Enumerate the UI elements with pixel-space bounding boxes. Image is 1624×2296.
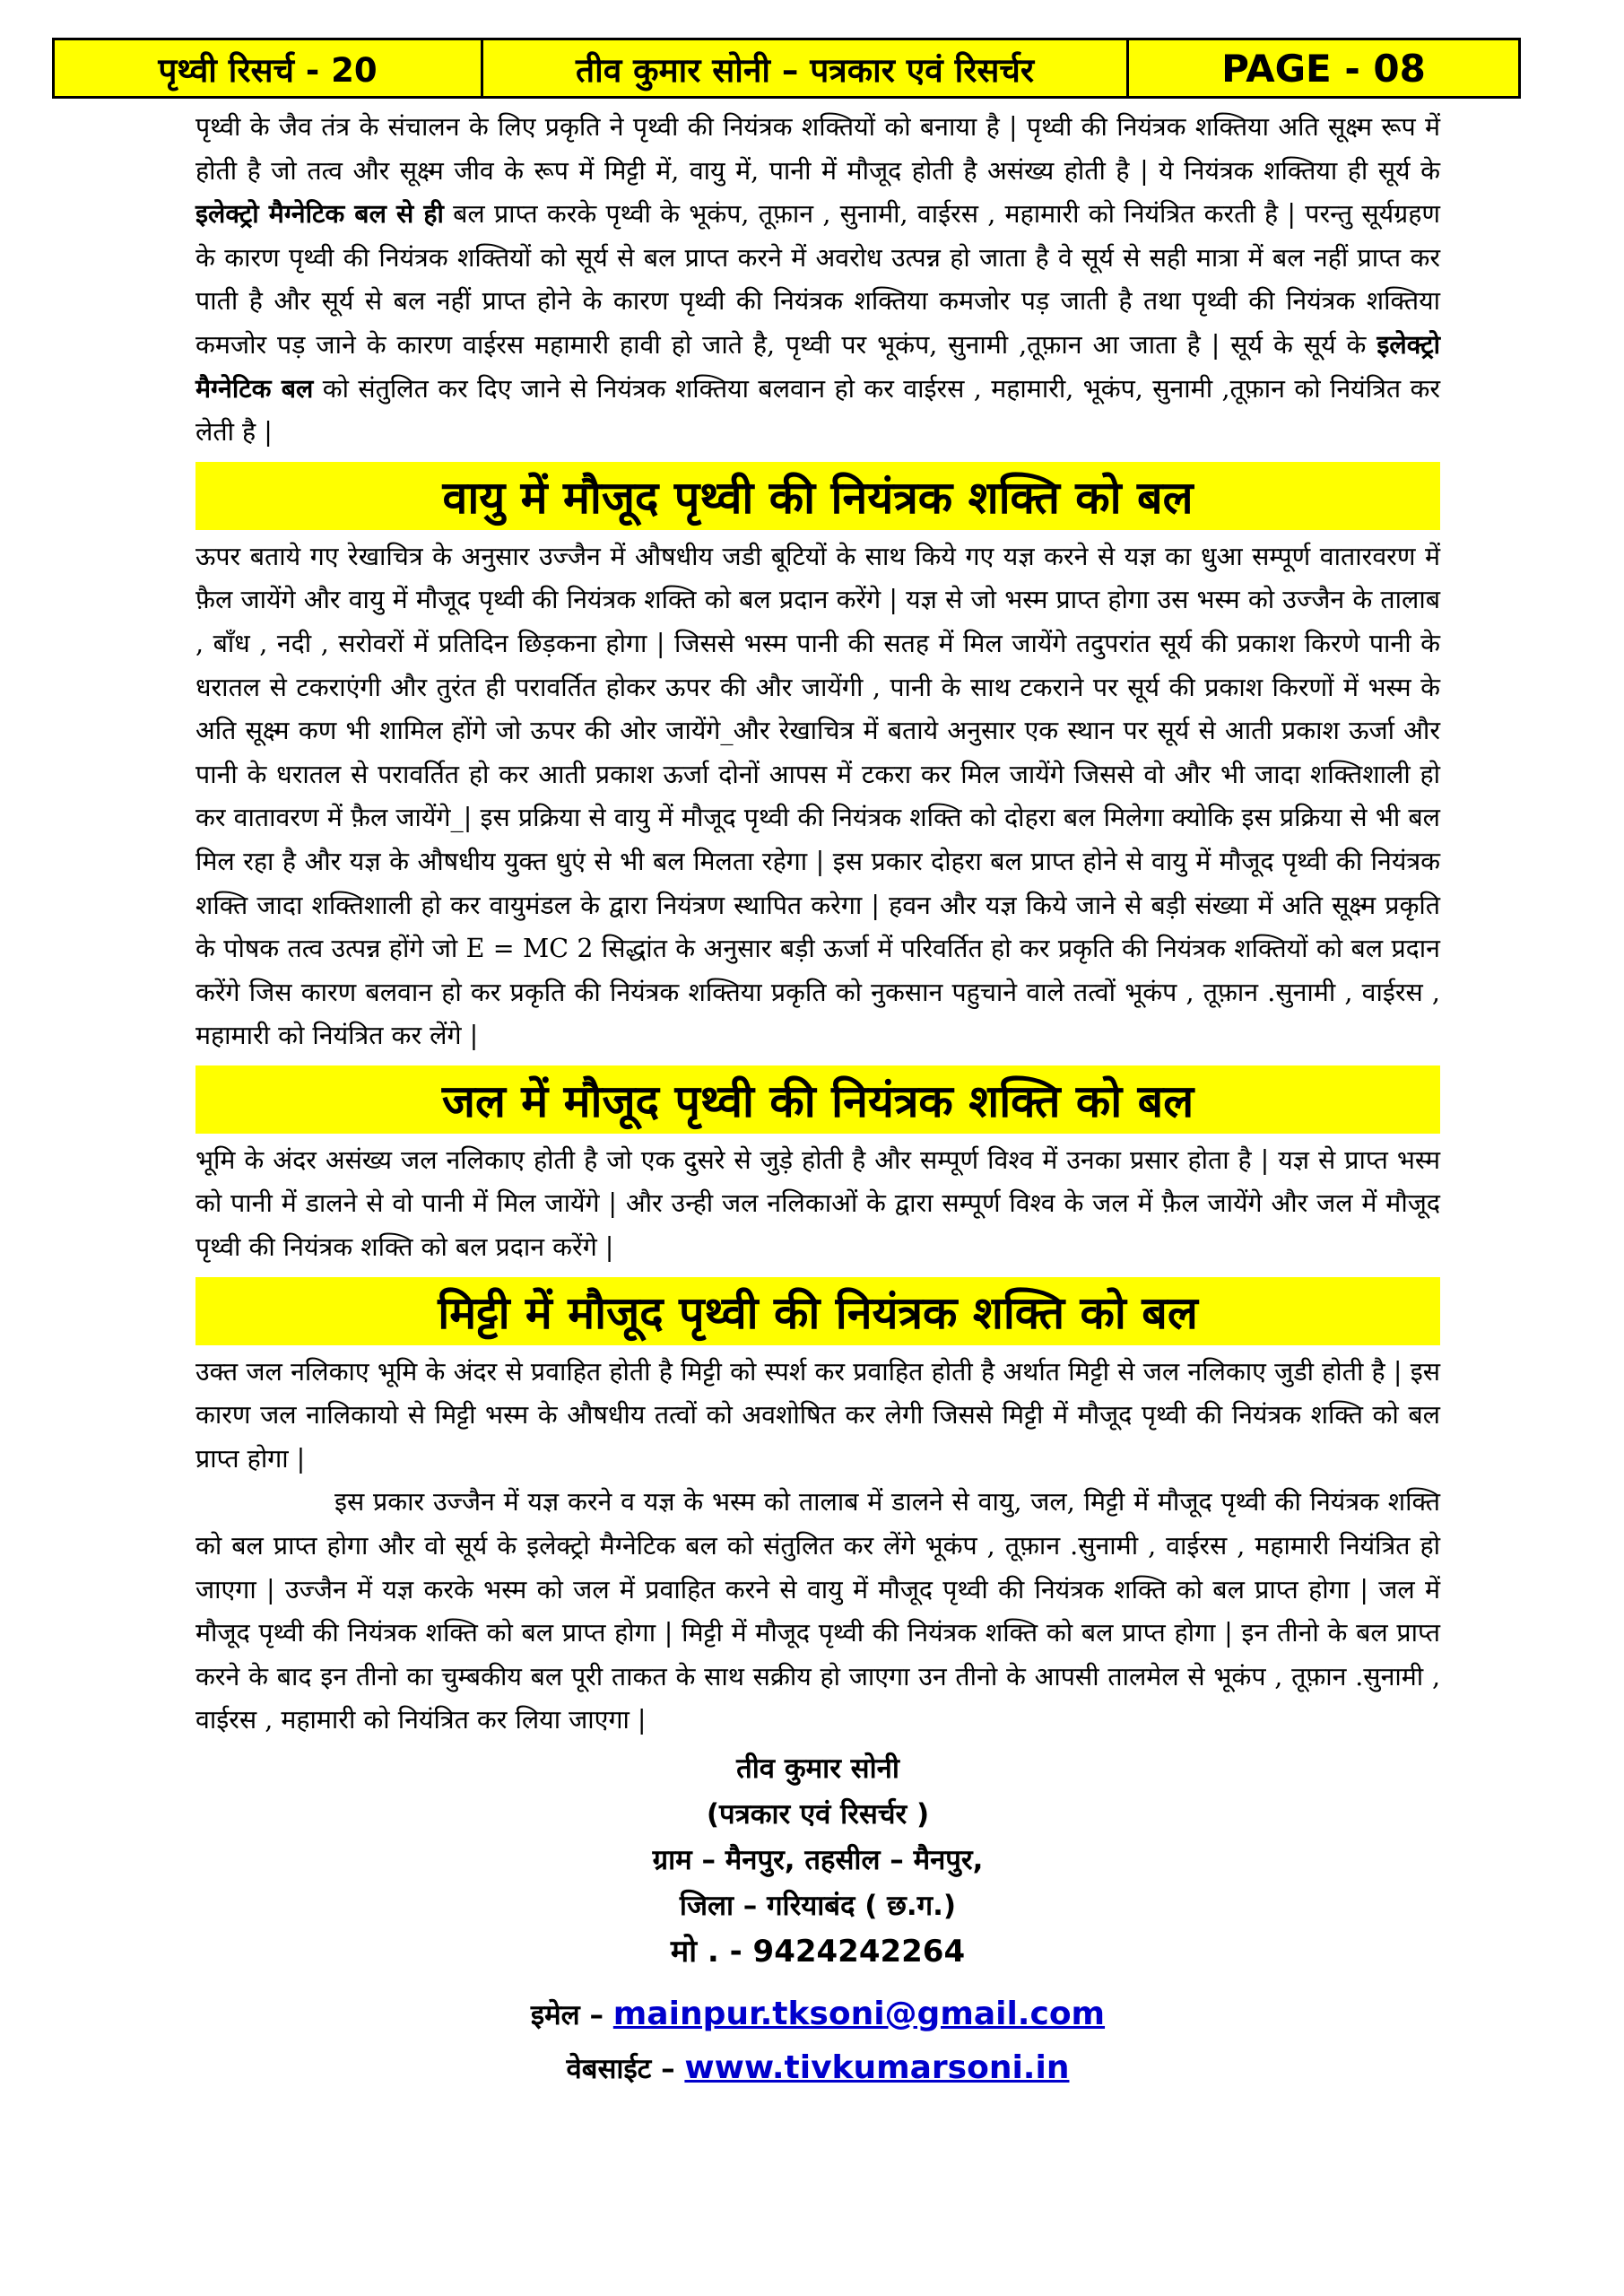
intro-paragraph bbox=[195, 106, 1440, 455]
section-body-water: भूमि के अंदर असंख्य जल नलिकाए होती है जो एक दुसरे से जुड़े होती है और सम्पूर्ण विश्व में उनका प्रसार होता है | यज्ञ से प्राप्त भस्म को पानी में डालने से वो पानी में मिल जायेंगे | और उन्ही जल नलिकाओं के द्वारा सम्पूर्ण विश्व के जल में फ़ैल जायेंगे और जल में मौजूद पृथ्वी की नियंत्रक शक्ति को बल प्रदान करेंगे | bbox=[195, 1144, 1440, 1263]
address-line-1: ग्राम – मैनपुर, तहसील – मैनपुर, bbox=[652, 1844, 984, 1876]
section-body-air: ऊपर बताये गए रेखाचित्र के अनुसार उज्जैन में औषधीय जडी बूटियों के साथ किये गए यज्ञ करने से यज्ञ का धुआ सम्पूर्ण वातारवरण में फ़ैल जायेंगे और वायु में मौजूद पृथ्वी की नियंत्रक शक्ति को बल प्रदान करेंगे | यज्ञ से जो भस्म प्राप्त होगा उस भस्म को उज्जैन के तालाब , बाँध , नदी , सरोवरों में प्रतिदिन छिड़कना होगा | जिससे भस्म पानी की सतह में मिल जायेंगे तदुपरांत सूर्य की प्रकाश किरणे पानी के धरातल से टकराएंगी और तुरंत ही परावर्तित होकर ऊपर की और जायेंगी , पानी के साथ टकराने पर सूर्य की प्रकाश किरणों में भस्म के अति सूक्ष्म कण भी शामिल होंगे जो ऊपर की ओर जायेंगे_और रेखाचित्र में बताये अनुसार एक स्थान पर सूर्य से आती प्रकाश ऊर्जा और पानी के धरातल से परावर्तित हो कर आती प्रकाश ऊर्जा दोनों आपस में टकरा कर मिल जायेंगे जिससे वो और भी जादा शक्तिशाली हो कर वातावरण में फ़ैल जायेंगे_| इस प्रक्रिया से वायु में मौजूद पृथ्वी की नियंत्रक शक्ति को दोहरा बल मिलेगा क्योकि इस प्रक्रिया से भी बल मिल रहा है और यज्ञ के औषधीय युक्त धुएं से भी बल मिलता रहेगा | इस प्रकार दोहरा बल प्राप्त होने से वायु में मौजूद पृथ्वी की नियंत्रक शक्ति जादा शक्तिशाली हो कर वायुमंडल के द्वारा नियंत्रण स्थापित करेगा | हवन और यज्ञ किये जाने से बड़ी संख्या में अति सूक्ष्म प्रकृति के पोषक तत्व उत्पन्न होंगे जो E = MC 2 सिद्धांत के अनुसार बड़ी ऊर्जा में परिवर्तित हो कर प्रकृति की नियंत्रक शक्तियों को बल प्रदान करेंगे जिस कारण बलवान हो कर प्रकृति की नियंत्रक शक्तिया प्रकृति को नुकसान पहुचाने वाले तत्वों भूकंप , तूफ़ान .सुनामी , वाईरस , महामारी को नियंत्रित कर लेंगे | bbox=[195, 541, 1440, 1051]
page-header bbox=[52, 38, 1521, 99]
author-name: तीव कुमार सोनी bbox=[736, 1752, 899, 1785]
section-heading-soil: मिट्टी में मौजूद पृथ्वी की नियंत्रक शक्ति को बल bbox=[195, 1277, 1440, 1345]
website-row bbox=[195, 2041, 1440, 2095]
email-link[interactable]: mainpur.tksoni@gmail.com bbox=[612, 1996, 1106, 2032]
contact-block bbox=[195, 1987, 1440, 2095]
author-title: तीव कुमार सोनी – पत्रकार एवं रिसर्चर bbox=[483, 40, 1129, 96]
intro-text-1: पृथ्वी के जैव तंत्र के संचालन के लिए प्रकृति ने पृथ्वी की नियंत्रक शक्तियों को बनाया है | पृथ्वी की नियंत्रक शक्तिया अति सूक्ष्म रूप में होती है जो तत्व और सूक्ष्म जीव के रूप में मिट्टी में, वायु में, पानी में मौजूद होती है असंख्य होती है | ये नियंत्रक शक्तिया ही सूर्य के bbox=[195, 112, 1440, 186]
intro-text-2: बल प्राप्त करके पृथ्वी के भूकंप, तूफ़ान , सुनामी, वाईरस , महामारी को नियंत्रित करती है | परन्तु सूर्यग्रहण के कारण पृथ्वी की नियंत्रक शक्तियों को सूर्य से बल प्राप्त करने में अवरोध उत्पन्न हो जाता है वे सूर्य से सही मात्रा में बल नहीं प्राप्त कर पाती है और सूर्य से बल नहीं प्राप्त होने के कारण पृथ्वी की नियंत्रक शक्तिया कमजोर पड़ जाती है तथा पृथ्वी की नियंत्रक शक्तिया कमजोर पड़ जाने के कारण वाईरस महामारी हावी हो जाते है, पृथ्वी पर भूकंप, सुनामी ,तूफ़ान आ जाता है | सूर्य के सूर्य के bbox=[195, 199, 1440, 360]
website-label: वेबसाईट – bbox=[566, 2053, 685, 2085]
author-role: (पत्रकार एवं रिसर्चर ) bbox=[706, 1798, 930, 1831]
series-title: पृथ्वी रिसर्च - 20 bbox=[55, 40, 483, 96]
section-heading-water: जल में मौजूद पृथ्वी की नियंत्रक शक्ति को बल bbox=[195, 1065, 1440, 1134]
page-content bbox=[195, 106, 1440, 2095]
intro-bold-2: इलेक्ट्रो मैग्नेटिक बल bbox=[195, 329, 1440, 404]
section-body-soil: उक्त जल नलिकाए भूमि के अंदर से प्रवाहित होती है मिट्टी को स्पर्श कर प्रवाहित होती है अर्थात मिट्टी से जल नलिकाए जुडी होती है | इस कारण जल नालिकायो से मिट्टी भस्म के औषधीय तत्वों को अवशोषित कर लेगी जिससे मिट्टी में मौजूद पृथ्वी की नियंत्रक शक्ति को बल प्राप्त होगा | bbox=[195, 1356, 1440, 1474]
signature-block bbox=[195, 1746, 1440, 1975]
conclusion-paragraph: इस प्रकार उज्जैन में यज्ञ करने व यज्ञ के भस्म को तालाब में डालने से वायु, जल, मिट्टी में मौजूद पृथ्वी की नियंत्रक शक्ति को बल प्राप्त होगा और वो सूर्य के इलेक्ट्रो मैग्नेटिक बल को संतुलित कर लेंगे भूकंप , तूफ़ान .सुनामी , वाईरस , महामारी नियंत्रित हो जाएगा | उज्जैन में यज्ञ करके भस्म को जल में प्रवाहित करने से वायु में मौजूद पृथ्वी की नियंत्रक शक्ति को बल प्राप्त होगा | जल में मौजूद पृथ्वी की नियंत्रक शक्ति को बल प्राप्त होगा | मिट्टी में मौजूद पृथ्वी की नियंत्रक शक्ति को बल प्राप्त होगा | इन तीनो के बल प्राप्त करने के बाद इन तीनो का चुम्बकीय बल पूरी ताकत के साथ सक्रीय हो जाएगा उन तीनो के आपसी तालमेल से भूकंप , तूफ़ान .सुनामी , वाईरस , महामारी को नियंत्रित कर लिया जाएगा | bbox=[195, 1487, 1440, 1735]
address-line-2: जिला – गरियाबंद ( छ.ग.) bbox=[679, 1890, 957, 1922]
intro-text-3: को संतुलित कर दिए जाने से नियंत्रक शक्तिया बलवान हो कर वाईरस , महामारी, भूकंप, सुनामी ,तूफ़ान को नियंत्रित कर लेती है | bbox=[195, 373, 1440, 448]
section-heading-air: वायु में मौजूद पृथ्वी की नियंत्रक शक्ति को बल bbox=[195, 462, 1440, 530]
page-number: PAGE - 08 bbox=[1221, 46, 1426, 91]
email-label: इमेल – bbox=[530, 1999, 613, 2031]
phone-number: मो . - 9424242264 bbox=[670, 1934, 966, 1970]
website-link[interactable]: www.tivkumarsoni.in bbox=[684, 2049, 1070, 2086]
email-row bbox=[195, 1987, 1440, 2041]
intro-bold-1: इलेक्ट्रो मैग्नेटिक बल से ही bbox=[195, 199, 444, 230]
